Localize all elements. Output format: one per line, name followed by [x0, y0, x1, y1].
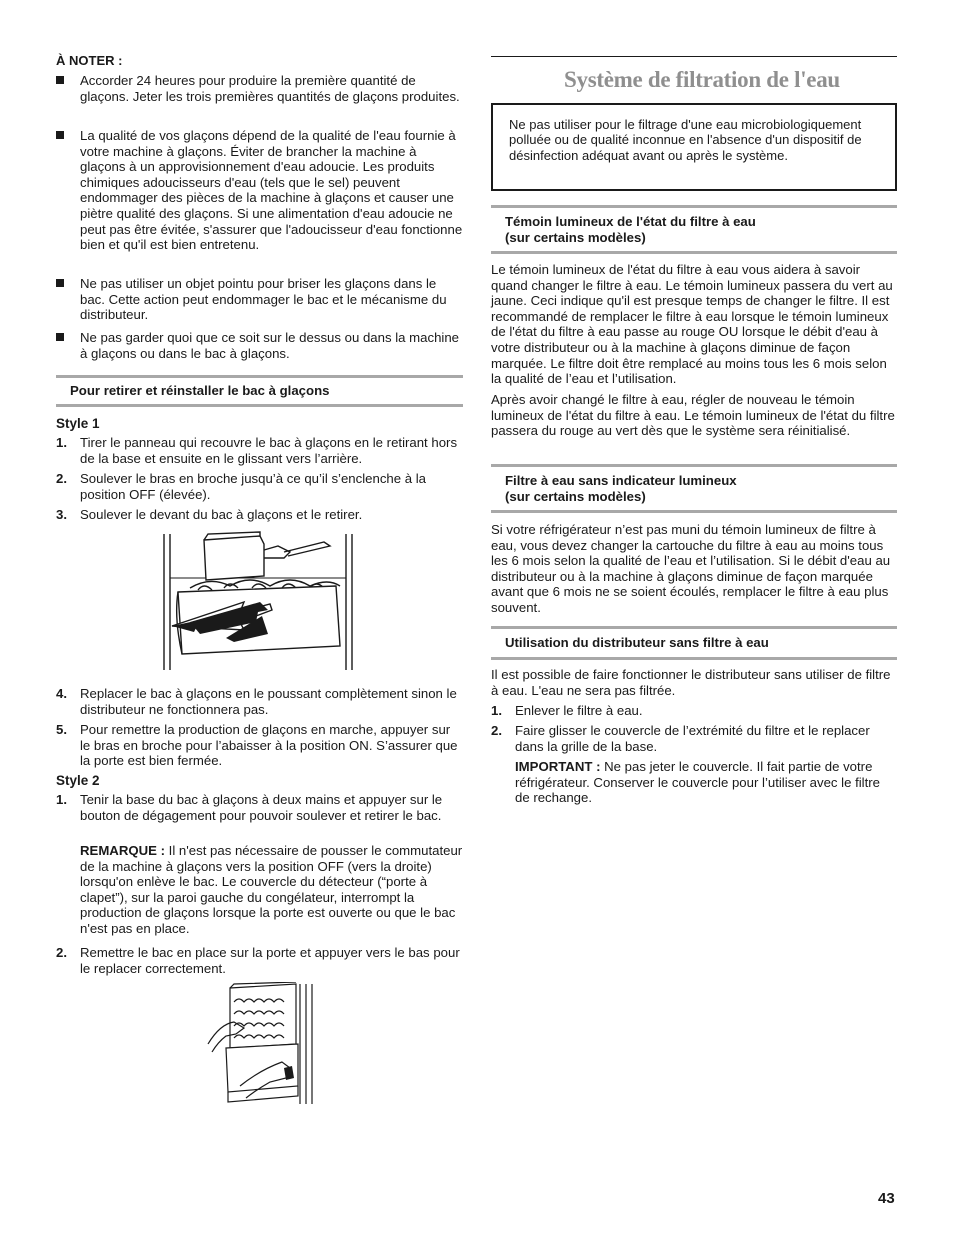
- heading-line: (sur certains modèles): [505, 229, 646, 245]
- style2-title: Style 2: [56, 773, 100, 788]
- section-heading-no-filter: Utilisation du distributeur sans filtre à eau: [491, 626, 897, 660]
- note-title: À NOTER :: [56, 53, 123, 68]
- step-number: 2.: [491, 723, 502, 738]
- list-item: [491, 703, 897, 719]
- list-item: [56, 722, 464, 769]
- bullet-square-icon: [56, 76, 64, 84]
- list-item: [56, 330, 464, 361]
- step-number: 2.: [56, 945, 67, 960]
- remark-text: Il n'est pas nécessaire de pousser le commutateur de la machine à glaçons vers la position OFF (vers la droite) lorsqu'on enlève le bac. Le couvercle du détecteur (“porte à clapet”), sur la paroi gauche du congélateur, interrompt la production de glaçons lorsque la porte est ouverte ou que le bac n'est pas en place.: [80, 843, 463, 936]
- bullet-square-icon: [56, 279, 64, 287]
- section-heading-filter-indicator: [491, 205, 897, 254]
- heading-line: (sur certains modèles): [505, 488, 646, 504]
- style1-title: Style 1: [56, 416, 100, 431]
- bullet-text: Accorder 24 heures pour produire la première quantité de glaçons. Jeter les trois premières quantités de glaçons produites.: [80, 73, 460, 104]
- list-item: [56, 435, 464, 466]
- step-number: 1.: [56, 792, 67, 807]
- remark-paragraph: [80, 843, 464, 937]
- page-title: Système de filtration de l'eau: [564, 67, 840, 92]
- step-number: 5.: [56, 722, 67, 737]
- step-text: Faire glisser le couvercle de l’extrémité du filtre et le replacer dans la grille de la base.: [515, 723, 870, 754]
- title-rule: [491, 56, 897, 57]
- step-text: Tenir la base du bac à glaçons à deux mains et appuyer sur le bouton de dégagement pour pouvoir soulever et retirer le bac.: [80, 792, 443, 823]
- important-paragraph: [515, 759, 897, 806]
- list-item: [491, 723, 897, 754]
- ice-bin-hands-illustration: [200, 982, 320, 1106]
- indicator-paragraph-2: Après avoir changé le filtre à eau, régler de nouveau le témoin lumineux de l'état du filtre à eau. Le témoin lumineux de l'état du filtre passera du rouge au vert dès que le système sera réinitialisé.: [491, 392, 895, 439]
- heading-line: Témoin lumineux de l'état du filtre à eau: [505, 214, 756, 229]
- warning-box: [491, 103, 897, 191]
- step-text: Soulever le bras en broche jusqu’à ce qu’il s’enclenche à la position OFF (élevée).: [80, 471, 427, 502]
- step-number: 1.: [56, 435, 67, 450]
- important-label: IMPORTANT :: [515, 759, 601, 774]
- step-text: Remettre le bac en place sur la porte et appuyer vers le bas pour le replacer correctement.: [80, 945, 460, 976]
- list-item: [56, 945, 464, 976]
- no-indicator-paragraph: Si votre réfrigérateur n’est pas muni du témoin lumineux de filtre à eau, vous devez changer la cartouche du filtre à eau au moins tous les 6 mois selon la qualité de l’eau et l’utilisation. Si le débit d'eau au distributeur ou à la machine à glaçons diminue de façon marquée avant que 6 mois ne se soient écoulés, remplacer le filtre à eau plus souvent.: [491, 522, 891, 615]
- bullet-text: Ne pas utiliser un objet pointu pour briser les glaçons dans le bac. Cette action peut endommager le bac et le mécanisme du distributeur.: [80, 276, 447, 323]
- step-text: Enlever le filtre à eau.: [515, 703, 643, 718]
- bullet-text: La qualité de vos glaçons dépend de la qualité de l'eau fournie à votre machine à glaçons. Éviter de brancher la machine à glaçons à un approvisionnement d'eau adoucie. Les produits chimiques adoucisseurs d'eau (tels que le sel) peuvent endommager des pièces de la machine à glaçons et causer une piètre qualité des glaçons. Si une alimentation d'eau adoucie ne peut pas être évitée, s'assurer que l'adoucisseur d'eau fonctionne bien et qu'il est bien entretenu.: [80, 128, 463, 253]
- section-heading-remove-bin: Pour retirer et réinstaller le bac à glaçons: [56, 375, 463, 407]
- bullet-square-icon: [56, 333, 64, 341]
- heading-line: Filtre à eau sans indicateur lumineux: [505, 473, 737, 488]
- list-item: [56, 792, 464, 823]
- bullet-text: Ne pas garder quoi que ce soit sur le dessus ou dans la machine à glaçons ou dans le bac à glaçons.: [80, 330, 459, 361]
- step-number: 1.: [491, 703, 502, 718]
- bullet-square-icon: [56, 131, 64, 139]
- list-item: [56, 128, 464, 253]
- step-text: Soulever le devant du bac à glaçons et le retirer.: [80, 507, 363, 522]
- step-number: 4.: [56, 686, 67, 701]
- step-text: Tirer le panneau qui recouvre le bac à glaçons en le retirant hors de la base et ensuite en le glissant vers l’arrière.: [80, 435, 458, 466]
- step-text: Replacer le bac à glaçons en le poussant complètement sinon le distributeur ne fonctionnera pas.: [80, 686, 457, 717]
- ice-bin-removal-illustration: [160, 530, 360, 672]
- no-filter-paragraph: Il est possible de faire fonctionner le distributeur sans utiliser de filtre à eau. L'eau ne sera pas filtrée.: [491, 667, 891, 698]
- page-number: 43: [878, 1190, 895, 1207]
- step-number: 3.: [56, 507, 67, 522]
- list-item: [56, 507, 464, 523]
- important-text: Ne pas jeter le couvercle. Il fait partie de votre réfrigérateur. Conserver le couvercle pour l’utiliser avec le filtre de rechange.: [515, 759, 881, 806]
- list-item: [56, 471, 464, 502]
- list-item: [56, 686, 464, 717]
- section-heading-no-indicator: [491, 464, 897, 513]
- warning-text: Ne pas utiliser pour le filtrage d'une eau microbiologiquement polluée ou de qualité inconnue en l'absence d'un dispositif de désinfection adéquat avant ou après le système.: [509, 117, 862, 163]
- step-text: Pour remettre la production de glaçons en marche, appuyer sur le bras en broche pour l’abaisser à la position ON. S’assurer que la porte est bien fermée.: [80, 722, 458, 769]
- list-item: [56, 276, 464, 323]
- step-number: 2.: [56, 471, 67, 486]
- indicator-paragraph-1: Le témoin lumineux de l'état du filtre à eau vous aidera à savoir quand changer le filtre à eau. Le témoin lumineux passera du vert au jaune. Ceci indique qu'il est presque temps de changer le filtre. Il est recommandé de remplacer le filtre à eau lorsque le témoin lumineux de l'état du filtre à eau passe au rouge OU lorsque le débit d'eau à votre distributeur ou à la machine à glaçons diminue de façon marquée. Le filtre doit être remplacé au moins tous les 6 mois selon la qualité de l’eau et l’utilisation.: [491, 262, 893, 387]
- list-item: [56, 73, 464, 104]
- remark-label: REMARQUE :: [80, 843, 165, 858]
